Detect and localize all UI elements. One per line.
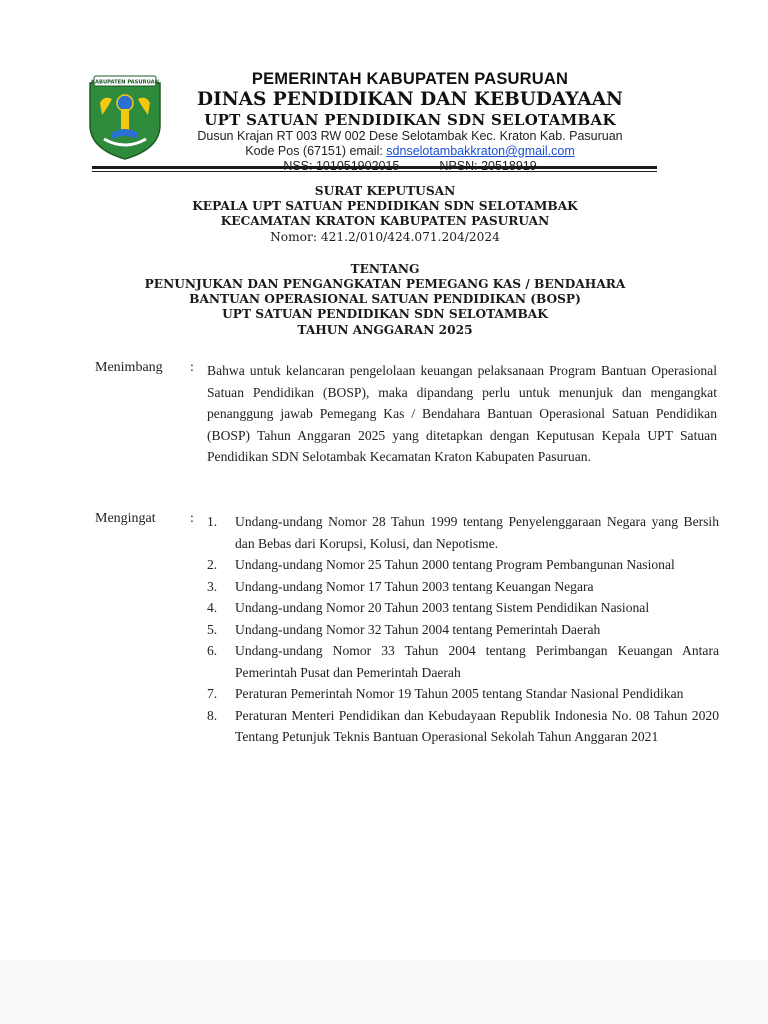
menimbang-colon: : (190, 360, 194, 375)
list-text: Peraturan Menteri Pendidikan dan Kebudayaan Republik Indonesia No. 08 Tahun 2020 Tentang Petunjuk Teknis Bantuan Operasional Sekolah Tahun Anggaran 2021 (235, 707, 719, 744)
list-text: Peraturan Pemerintah Nomor 19 Tahun 2005 tentang Standar Nasional Pendidikan (235, 686, 684, 701)
subject-line-3: UPT SATUAN PENDIDIKAN SDN SELOTAMBAK (222, 307, 548, 322)
list-number: 8. (207, 707, 218, 723)
letterhead-rule-thin (92, 171, 657, 172)
list-text: Undang-undang Nomor 17 Tahun 2003 tentang Keuangan Negara (235, 578, 594, 594)
issuer-line-2: KECAMATAN KRATON KABUPATEN PASURUAN (220, 214, 550, 229)
letterhead-address: Dusun Krajan RT 003 RW 002 Dese Selotambak Kec. Kraton Kab. Pasuruan (197, 129, 623, 143)
postal-code-label: Kode Pos (67151) email: (245, 144, 387, 158)
list-item (207, 576, 719, 598)
decree-number: Nomor: 421.2/010/424.071.204/2024 (270, 229, 500, 244)
letterhead-agency: DINAS PENDIDIKAN DAN KEBUDAYAAN (197, 89, 623, 110)
about-heading: TENTANG (350, 261, 420, 276)
list-number: 1. (207, 514, 218, 529)
list-text: Undang-undang Nomor 28 Tahun 1999 tentang Penyelenggaraan Negara yang Bersih dan Bebas dari Korupsi, Kolusi, dan Nepotisme. (235, 514, 719, 551)
list-text: Undang-undang Nomor 25 Tahun 2000 tentang Program Pembangunan Nasional (235, 557, 675, 572)
list-number: 5. (207, 621, 218, 637)
scan-bottom-margin (0, 960, 768, 1024)
svg-text:KABUPATEN PASURUAN: KABUPATEN PASURUAN (90, 79, 160, 86)
decree-title-block (110, 184, 660, 338)
list-number: 4. (207, 600, 218, 615)
mengingat-label: Mengingat (95, 511, 156, 526)
mengingat-colon: : (190, 511, 194, 526)
letterhead (165, 70, 655, 174)
issuer-line-1: KEPALA UPT SATUAN PENDIDIKAN SDN SELOTAMBAK (192, 199, 578, 214)
list-item (207, 619, 719, 641)
list-number: 2. (207, 557, 218, 572)
subject-line-2: BANTUAN OPERASIONAL SATUAN PENDIDIKAN (BOSP) (189, 292, 581, 307)
letterhead-contact (165, 144, 655, 159)
letterhead-government: PEMERINTAH KABUPATEN PASURUAN (251, 70, 569, 88)
list-item (207, 597, 719, 619)
letterhead-rule-thick (92, 166, 657, 169)
kabupaten-pasuruan-emblem (82, 73, 168, 161)
list-item (207, 640, 719, 683)
list-number: 6. (207, 643, 218, 658)
list-text: Undang-undang Nomor 32 Tahun 2004 tentang Pemerintah Daerah (235, 621, 601, 637)
letterhead-school: UPT SATUAN PENDIDIKAN SDN SELOTAMBAK (204, 111, 616, 129)
list-number: 3. (207, 578, 218, 594)
list-text: Undang-undang Nomor 20 Tahun 2003 tentang Sistem Pendidikan Nasional (235, 600, 650, 615)
document-type: SURAT KEPUTUSAN (314, 184, 456, 198)
list-item (207, 683, 719, 705)
list-item (207, 705, 719, 748)
menimbang-text: Bahwa untuk kelancaran pengelolaan keuangan pelaksanaan Program Bantuan Operasional Satuan Pendidikan (BOSP), maka dipandang perlu untuk menunjuk dan mengangkat penanggung jawab Pemegang Kas / Bendahara Bantuan Operasional Satuan Pendidikan (BOSP) Tahun Anggaran 2025 yang ditetapkan dengan Keputusan Kepala UPT Satuan Pendidikan SDN Selotambak Kecamatan Kraton Kabupaten Pasuruan. (207, 363, 717, 464)
list-item (207, 554, 719, 576)
subject-line-1: PENUNJUKAN DAN PENGANGKATAN PEMEGANG KAS / BENDAHARA (144, 277, 626, 292)
list-item (207, 511, 719, 554)
list-number: 7. (207, 686, 218, 701)
email-link[interactable]: sdnselotambakkraton@gmail.com (386, 144, 575, 158)
mengingat-list (207, 511, 719, 748)
list-text: Undang-undang Nomor 33 Tahun 2004 tentang Perimbangan Keuangan Antara Pemerintah Pusat dan Pemerintah Daerah (235, 643, 719, 680)
subject-line-4: TAHUN ANGGARAN 2025 (297, 322, 473, 337)
menimbang-label: Menimbang (95, 360, 163, 375)
